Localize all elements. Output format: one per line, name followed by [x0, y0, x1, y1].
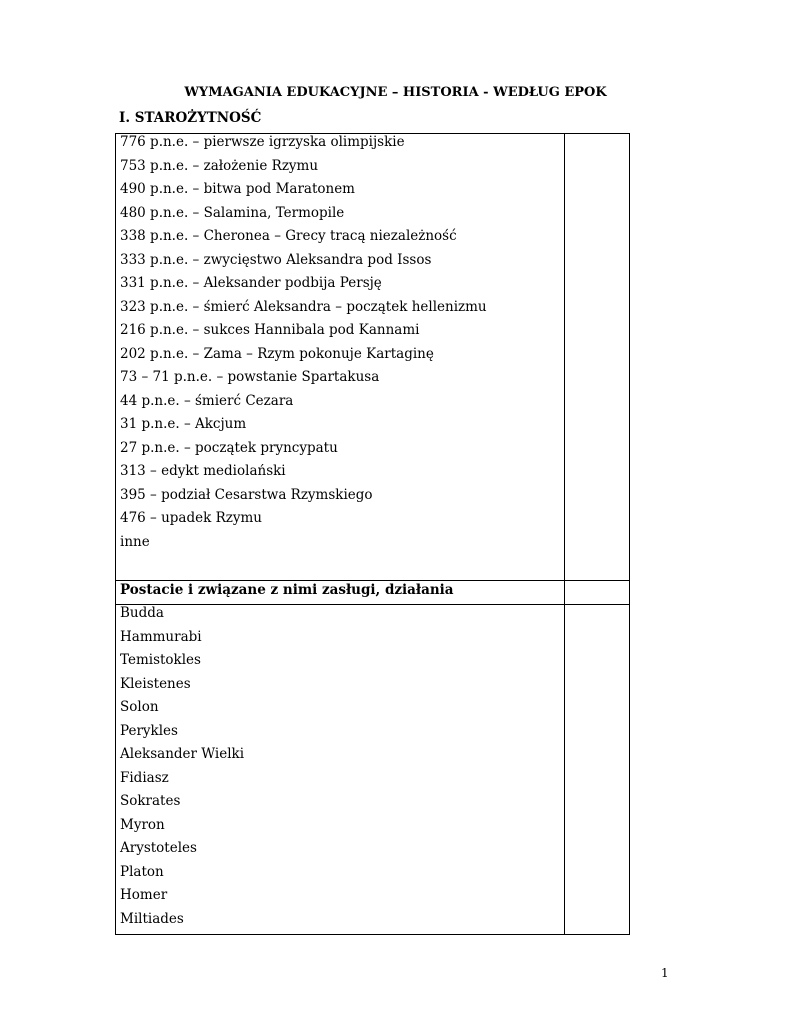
date-entry: 776 p.n.e. – pierwsze igrzyska olimpijskie	[120, 134, 405, 150]
document-title: WYMAGANIA EDUKACYJNE – HISTORIA - WEDŁUG EPOK	[184, 85, 607, 100]
person-entry: Homer	[120, 887, 168, 903]
person-entry: Arystoteles	[120, 840, 197, 856]
person-entry: Aleksander Wielki	[120, 746, 245, 762]
people-header-row	[116, 581, 630, 605]
people-header: Postacie i związane z nimi zasługi, działania	[120, 582, 454, 598]
people-cell	[116, 605, 565, 935]
date-entry: 313 – edykt mediolański	[120, 463, 286, 479]
dates-cell	[116, 134, 565, 581]
people-side-cell	[565, 605, 630, 935]
date-entry: 44 p.n.e. – śmierć Cezara	[120, 392, 294, 409]
date-entry: 73 – 71 p.n.e. – powstanie Spartakusa	[120, 369, 380, 385]
section-heading: I. STAROŻYTNOŚĆ	[119, 110, 262, 126]
person-entry: Myron	[120, 816, 165, 833]
page-number: 1	[661, 966, 669, 980]
date-entry: 216 p.n.e. – sukces Hannibala pod Kannami	[120, 322, 420, 338]
person-entry: Sokrates	[120, 793, 181, 809]
date-entry: 476 – upadek Rzymu	[120, 510, 262, 526]
requirements-table	[115, 133, 630, 935]
person-entry: Solon	[120, 699, 159, 715]
person-entry: Temistokles	[120, 652, 201, 668]
person-entry: Perykles	[120, 722, 178, 739]
dates-row	[116, 134, 630, 581]
person-entry: Miltiades	[120, 910, 184, 927]
person-entry: Fidiasz	[120, 769, 169, 786]
date-entry: 395 – podział Cesarstwa Rzymskiego	[120, 486, 373, 503]
people-list	[116, 605, 564, 934]
date-entry: 333 p.n.e. – zwycięstwo Aleksandra pod Issos	[120, 251, 432, 268]
date-entry: 31 p.n.e. – Akcjum	[120, 416, 247, 432]
date-entry: 202 p.n.e. – Zama – Rzym pokonuje Kartaginę	[120, 345, 434, 362]
date-entry: 753 p.n.e. – założenie Rzymu	[120, 157, 319, 174]
person-entry: Hammurabi	[120, 628, 202, 645]
date-entry: 490 p.n.e. – bitwa pod Maratonem	[120, 181, 355, 197]
person-entry: Kleistenes	[120, 675, 191, 692]
people-row	[116, 605, 630, 935]
person-entry: Budda	[120, 605, 164, 621]
date-entry: inne	[120, 533, 150, 550]
date-entry: 331 p.n.e. – Aleksander podbija Persję	[120, 275, 382, 291]
dates-list	[116, 134, 564, 557]
dates-side-cell	[565, 134, 630, 581]
date-entry: 27 p.n.e. – początek pryncypatu	[120, 439, 338, 456]
date-entry: 480 p.n.e. – Salamina, Termopile	[120, 204, 345, 221]
people-header-cell	[116, 581, 565, 605]
person-entry: Platon	[120, 863, 164, 880]
people-header-side-cell	[565, 581, 630, 605]
date-entry: 338 p.n.e. – Cheronea – Grecy tracą niezależność	[120, 228, 457, 244]
date-entry: 323 p.n.e. – śmierć Aleksandra – początek hellenizmu	[120, 298, 487, 315]
